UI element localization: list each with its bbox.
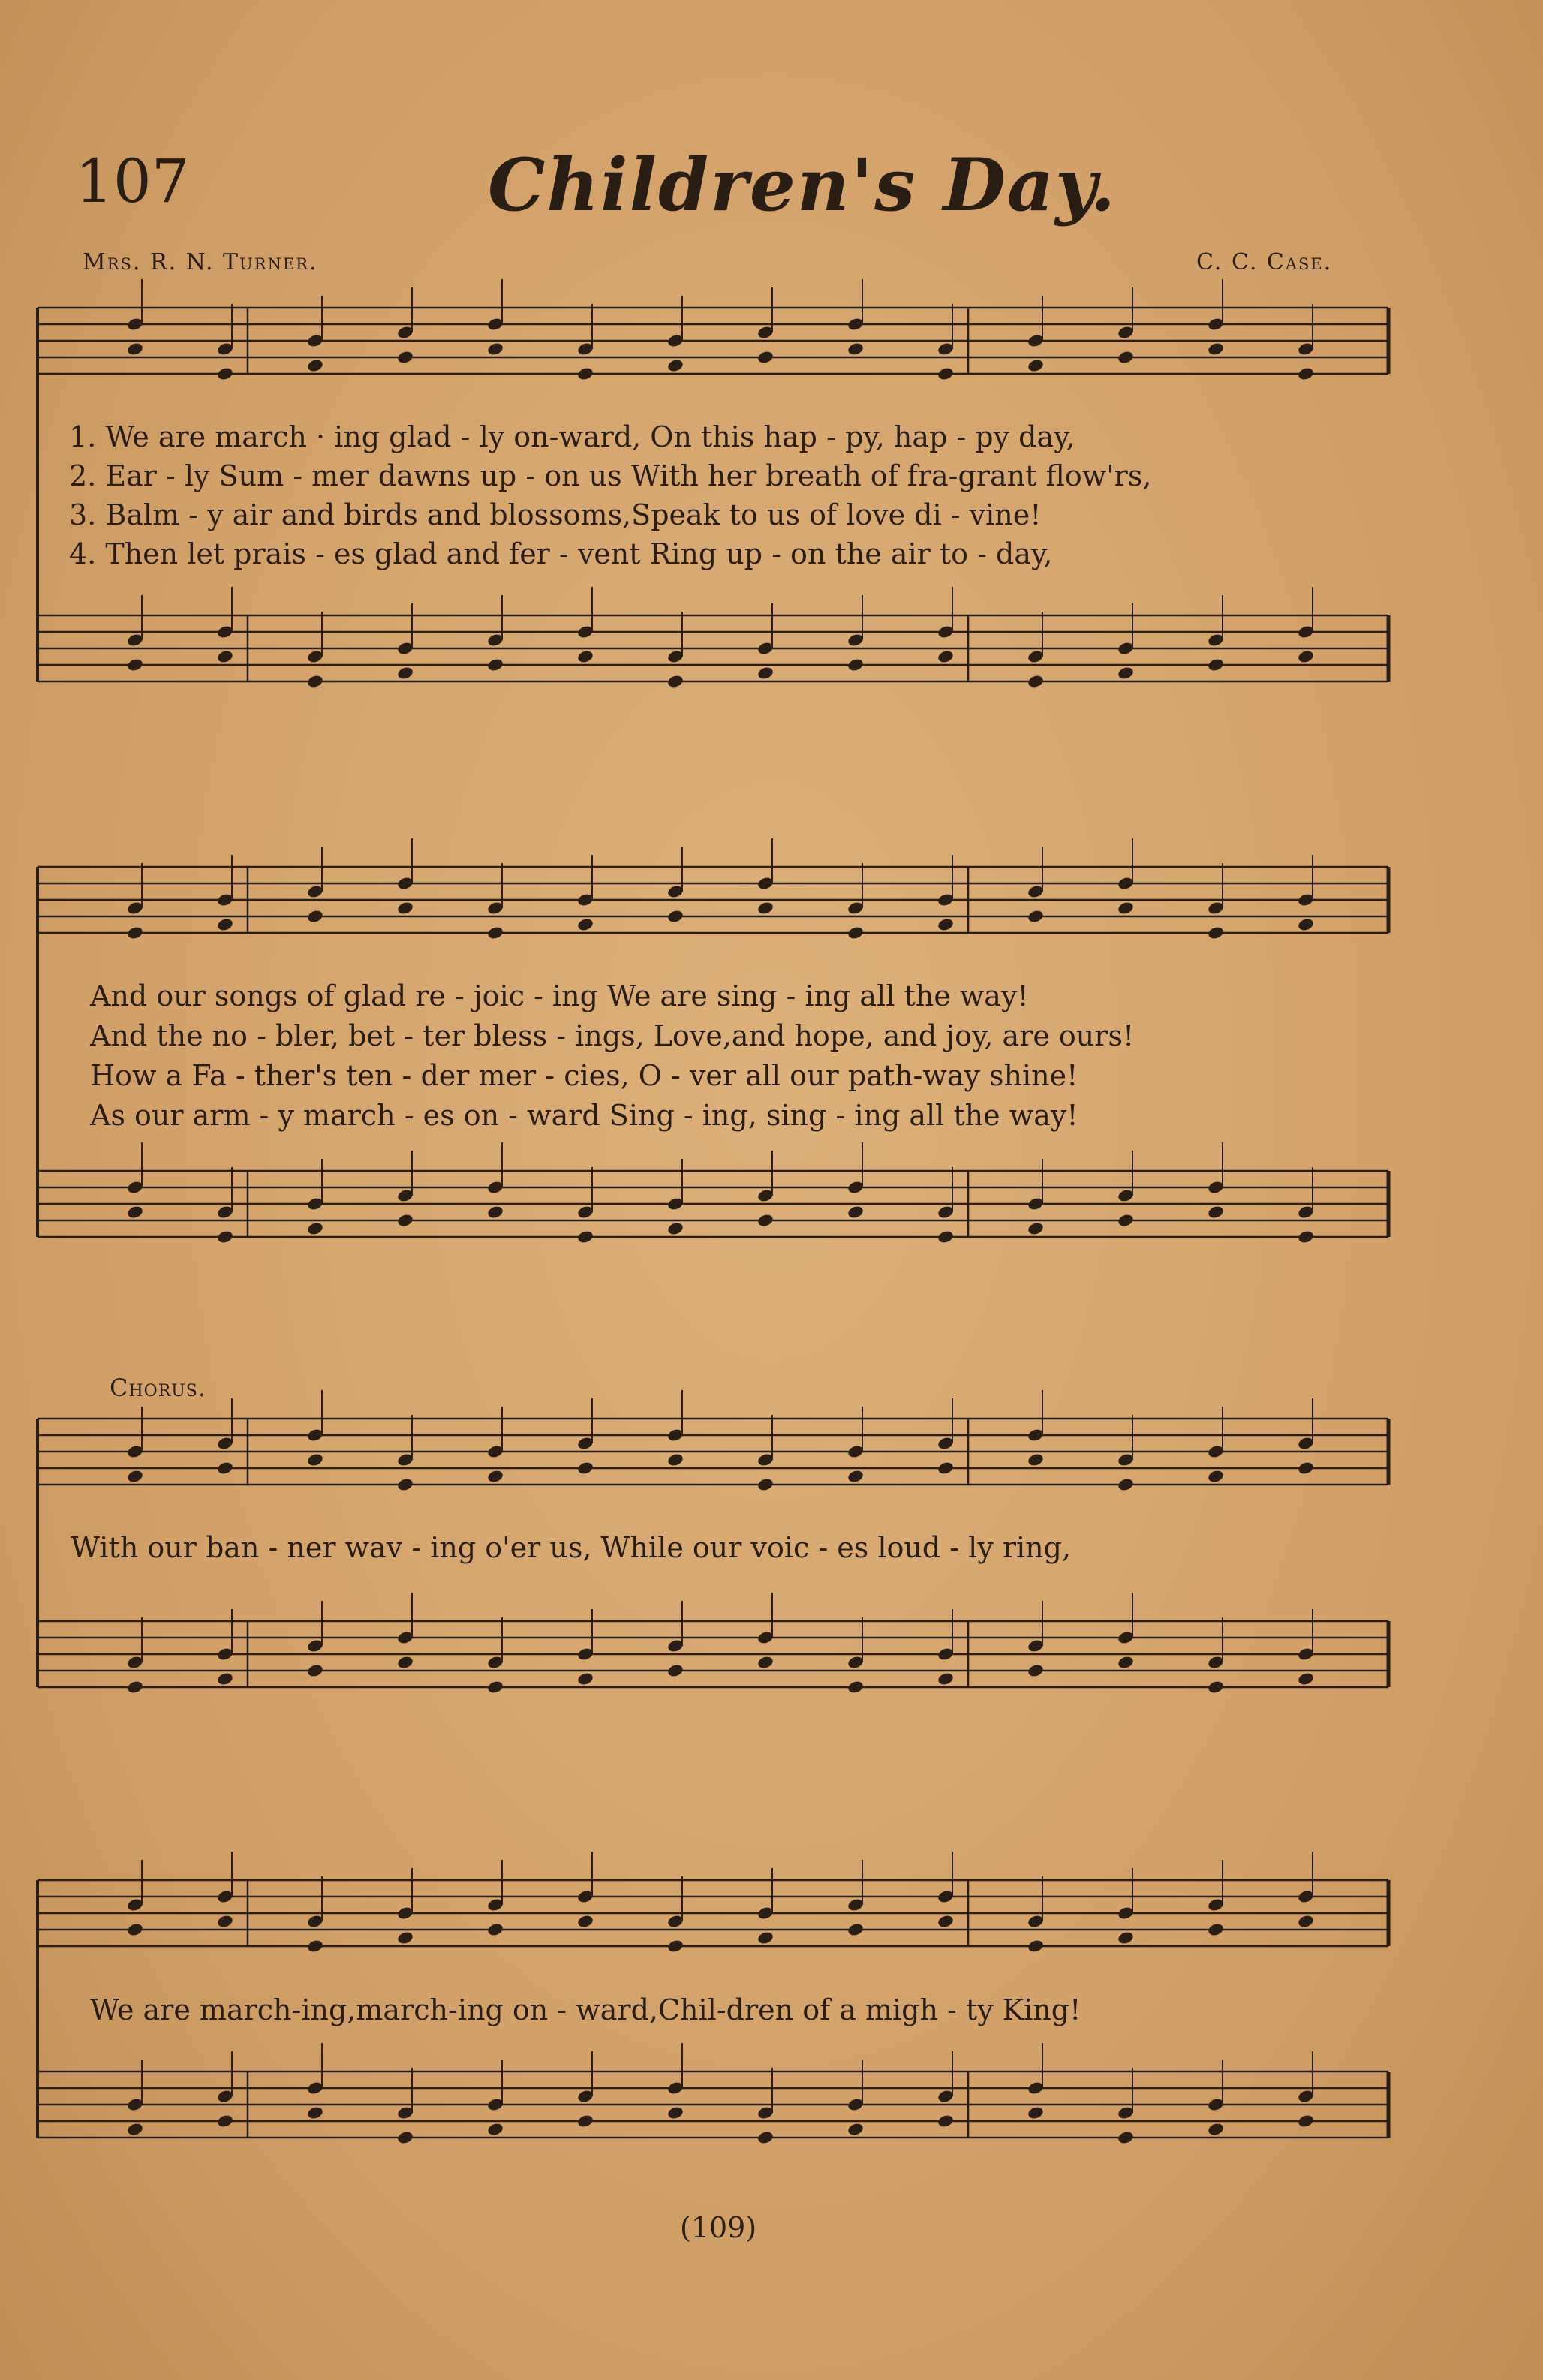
notehead	[666, 1221, 684, 1236]
notehead	[1297, 1461, 1315, 1476]
notehead	[396, 1477, 414, 1492]
notehead	[1117, 1930, 1135, 1945]
notehead	[486, 2122, 504, 2137]
notehead	[126, 1922, 144, 1937]
chorus-line-1: With our ban - ner wav - ing o'er us, While our voic - es loud - ly ring,	[71, 1531, 1072, 1564]
notehead	[756, 901, 775, 916]
notehead	[937, 366, 955, 381]
notehead	[666, 2105, 684, 2120]
notehead	[306, 674, 324, 689]
page-number: (109)	[680, 2211, 757, 2244]
notehead	[1207, 2122, 1225, 2137]
verse-3-line-1: 3. Balm - y air and birds and blossoms,Speak to us of love di - vine!	[69, 498, 1042, 531]
notehead	[756, 1477, 775, 1492]
verse-2-line-2: And the no - bler, bet - ter bless - ings, Love,and hope, and joy, are ours!	[90, 1019, 1135, 1052]
notehead	[126, 2122, 144, 2137]
notehead	[576, 1914, 594, 1929]
notehead	[126, 925, 144, 940]
notehead	[1117, 350, 1135, 365]
notehead	[1027, 909, 1045, 924]
notehead	[847, 925, 865, 940]
notehead	[576, 1229, 594, 1244]
notehead	[1297, 1229, 1315, 1244]
verse-2-line-1: 2. Ear - ly Sum - mer dawns up - on us With her breath of fra-grant flow'rs,	[69, 459, 1152, 492]
notehead	[396, 1213, 414, 1228]
notehead	[216, 366, 234, 381]
notehead	[306, 1452, 324, 1467]
notehead	[847, 1922, 865, 1937]
notehead	[576, 1461, 594, 1476]
verse-4-line-2: As our arm - y march - es on - ward Sing - ing, sing - ing all the way!	[90, 1099, 1078, 1132]
notehead	[486, 1922, 504, 1937]
notehead	[756, 350, 775, 365]
notehead	[126, 1469, 144, 1484]
notehead	[486, 342, 504, 357]
notehead	[1297, 2114, 1315, 2129]
notehead	[126, 1680, 144, 1695]
notehead	[937, 1914, 955, 1929]
notehead	[756, 1655, 775, 1670]
chorus-line-2: We are march-ing,march-ing on - ward,Chil-dren of a migh - ty King!	[90, 1993, 1081, 2026]
notehead	[486, 1469, 504, 1484]
notehead	[396, 666, 414, 681]
notehead	[1027, 674, 1045, 689]
notehead	[756, 666, 775, 681]
notehead	[1027, 2105, 1045, 2120]
notehead	[216, 2114, 234, 2129]
notehead	[306, 1221, 324, 1236]
notehead	[1027, 358, 1045, 373]
notehead	[666, 1663, 684, 1678]
notehead	[1207, 342, 1225, 357]
notehead	[126, 1205, 144, 1220]
notehead	[216, 917, 234, 932]
notehead	[1117, 666, 1135, 681]
notehead	[306, 1663, 324, 1678]
notehead	[756, 1930, 775, 1945]
notehead	[666, 1939, 684, 1954]
notehead	[937, 917, 955, 932]
notehead	[1207, 1922, 1225, 1937]
notehead	[666, 1452, 684, 1467]
notehead	[306, 1939, 324, 1954]
notehead	[847, 1680, 865, 1695]
hymn-title: Children's Day.	[488, 143, 1117, 227]
notehead	[1027, 1663, 1045, 1678]
notehead	[576, 366, 594, 381]
chorus-label: Chorus.	[110, 1374, 207, 1402]
notehead	[396, 2130, 414, 2145]
notehead	[1297, 917, 1315, 932]
notehead	[576, 649, 594, 664]
notehead	[1117, 1213, 1135, 1228]
lyricist-credit: Mrs. R. N. Turner.	[83, 249, 318, 275]
notehead	[576, 2114, 594, 2129]
notehead	[306, 909, 324, 924]
notehead	[486, 925, 504, 940]
notehead	[396, 1930, 414, 1945]
notehead	[1027, 1221, 1045, 1236]
notehead	[396, 350, 414, 365]
notehead	[486, 1205, 504, 1220]
notehead	[666, 909, 684, 924]
notehead	[1027, 1939, 1045, 1954]
notehead	[306, 2105, 324, 2120]
notehead	[937, 1461, 955, 1476]
notehead	[216, 1671, 234, 1686]
notehead	[486, 657, 504, 672]
notehead	[847, 1469, 865, 1484]
hymn-number: 107	[75, 146, 190, 216]
notehead	[1117, 2130, 1135, 2145]
notehead	[486, 1680, 504, 1695]
notehead	[666, 358, 684, 373]
notehead	[1297, 1914, 1315, 1929]
notehead	[216, 1461, 234, 1476]
notehead	[576, 917, 594, 932]
notehead	[216, 649, 234, 664]
notehead	[216, 1229, 234, 1244]
notehead	[1297, 366, 1315, 381]
verse-1-line-1: 1. We are march · ing glad - ly on-ward, On this hap - py, hap - py day,	[69, 420, 1075, 453]
notehead	[756, 2130, 775, 2145]
notehead	[396, 1655, 414, 1670]
notehead	[126, 342, 144, 357]
notehead	[937, 649, 955, 664]
notehead	[666, 674, 684, 689]
notehead	[1117, 901, 1135, 916]
notehead	[1207, 925, 1225, 940]
composer-credit: C. C. Case.	[1196, 249, 1333, 275]
notehead	[1297, 649, 1315, 664]
notehead	[1117, 1477, 1135, 1492]
verse-4-line-1: 4. Then let prais - es glad and fer - vent Ring up - on the air to - day,	[69, 537, 1053, 570]
notehead	[216, 1914, 234, 1929]
notehead	[1207, 1469, 1225, 1484]
notehead	[1207, 657, 1225, 672]
notehead	[847, 2122, 865, 2137]
notehead	[1117, 1655, 1135, 1670]
notehead	[937, 1229, 955, 1244]
notehead	[847, 342, 865, 357]
verse-1-line-2: And our songs of glad re - joic - ing We are sing - ing all the way!	[90, 979, 1029, 1012]
notehead	[847, 1205, 865, 1220]
notehead	[1207, 1680, 1225, 1695]
notehead	[126, 657, 144, 672]
notehead	[937, 2114, 955, 2129]
notehead	[937, 1671, 955, 1686]
notehead	[847, 657, 865, 672]
notehead	[396, 901, 414, 916]
notehead	[1297, 1671, 1315, 1686]
notehead	[756, 1213, 775, 1228]
notehead	[1027, 1452, 1045, 1467]
verse-3-line-2: How a Fa - ther's ten - der mer - cies, O - ver all our path-way shine!	[90, 1059, 1078, 1092]
notehead	[1207, 1205, 1225, 1220]
notehead	[576, 1671, 594, 1686]
notehead	[306, 358, 324, 373]
